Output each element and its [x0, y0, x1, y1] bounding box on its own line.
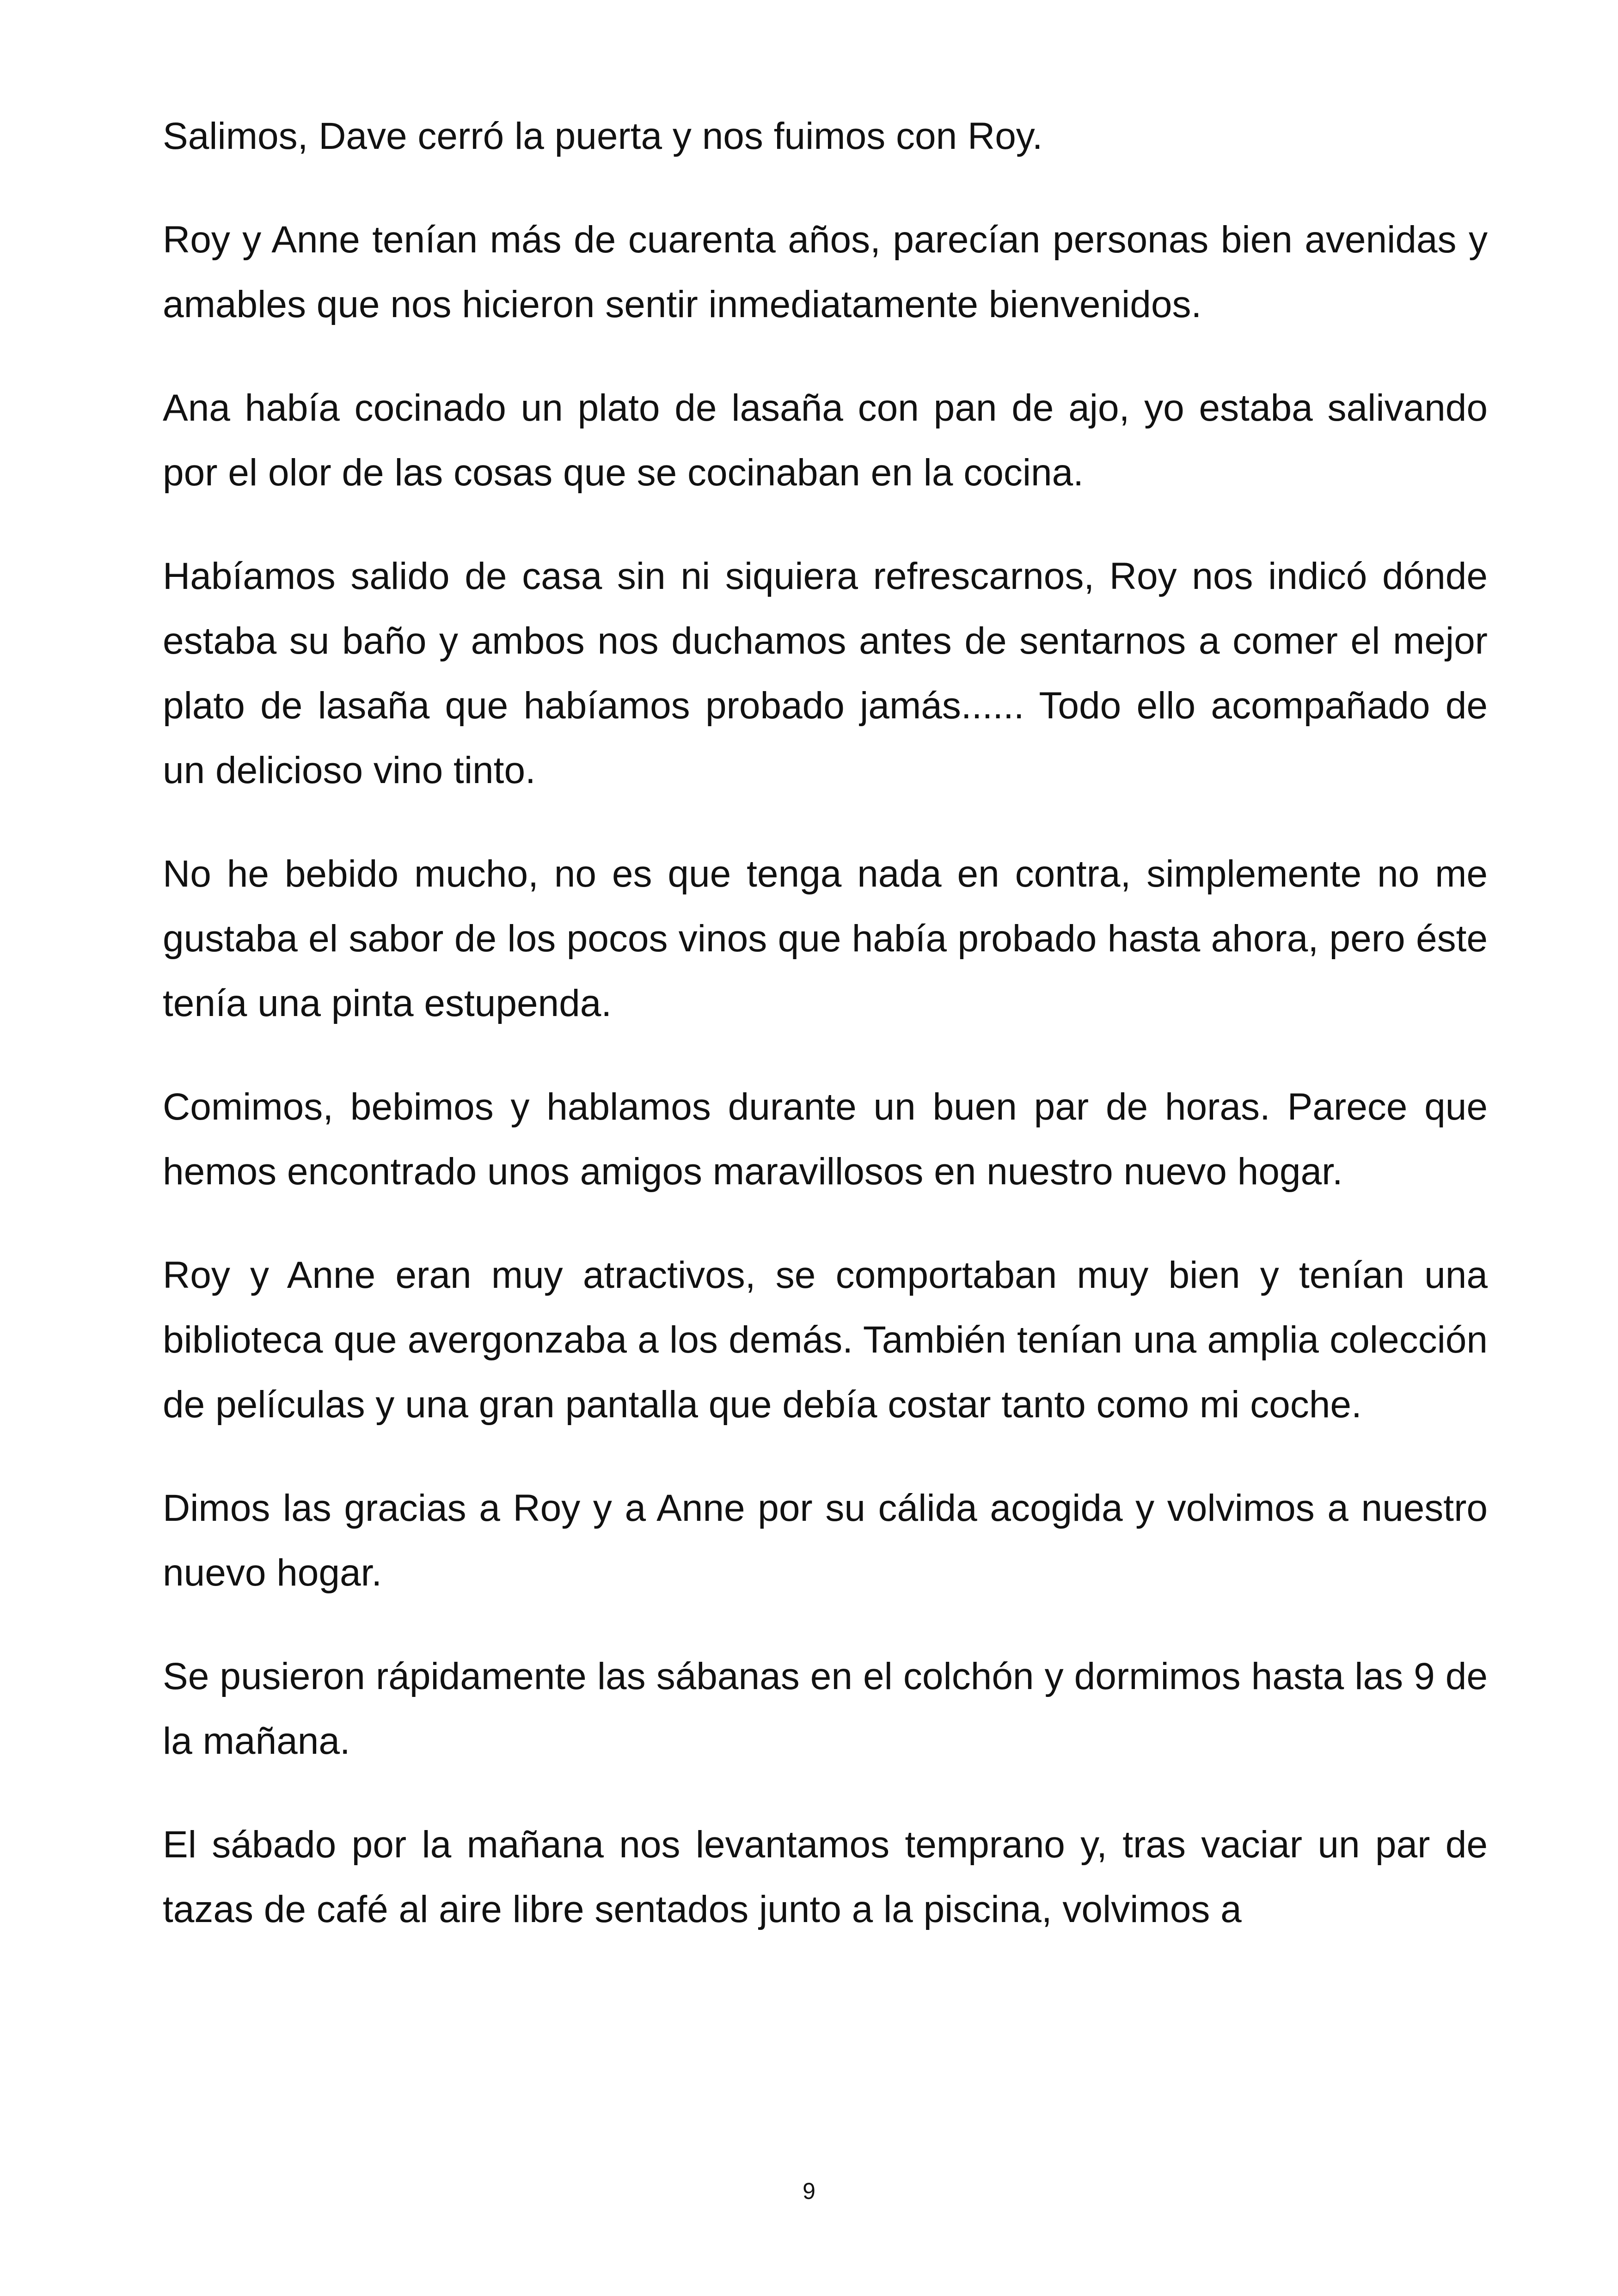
paragraph-9: Se pusieron rápidamente las sábanas en el colchón y dormimos hasta las 9 de la mañana.	[163, 1655, 1488, 1762]
paragraph-4: Habíamos salido de casa sin ni siquiera refrescarnos, Roy nos indicó dónde estaba su baño y ambos nos duchamos antes de sentarnos a comer el mejor plato de lasaña que habíamos probado jamás...... Todo ello acompañado de un delicioso vino tinto.	[163, 555, 1488, 791]
paragraph-5: No he bebido mucho, no es que tenga nada en contra, simplemente no me gustaba el sabor de los pocos vinos que había probado hasta ahora, pero éste tenía una pinta estupenda.	[163, 853, 1488, 1024]
paragraph-3: Ana había cocinado un plato de lasaña con pan de ajo, yo estaba salivando por el olor de las cosas que se cocinaban en la cocina.	[163, 387, 1488, 494]
paragraph-1: Salimos, Dave cerró la puerta y nos fuimos con Roy.	[163, 115, 1043, 157]
paragraph-8: Dimos las gracias a Roy y a Anne por su cálida acogida y volvimos a nuestro nuevo hogar.	[163, 1487, 1488, 1594]
body-text	[163, 104, 1488, 1942]
paragraph-2: Roy y Anne tenían más de cuarenta años, parecían personas bien avenidas y amables que nos hicieron sentir inmediatamente bienvenidos.	[163, 219, 1488, 325]
page-number: 9	[803, 2178, 815, 2204]
paragraph-10: El sábado por la mañana nos levantamos temprano y, tras vaciar un par de tazas de café al aire libre sentados junto a la piscina, volvimos a	[163, 1824, 1488, 1930]
paragraph-6: Comimos, bebimos y hablamos durante un buen par de horas. Parece que hemos encontrado unos amigos maravillosos en nuestro nuevo hogar.	[163, 1086, 1488, 1193]
paragraph-7: Roy y Anne eran muy atractivos, se comportaban muy bien y tenían una biblioteca que avergonzaba a los demás. También tenían una amplia colección de películas y una gran pantalla que debía costar tanto como mi coche.	[163, 1254, 1488, 1426]
